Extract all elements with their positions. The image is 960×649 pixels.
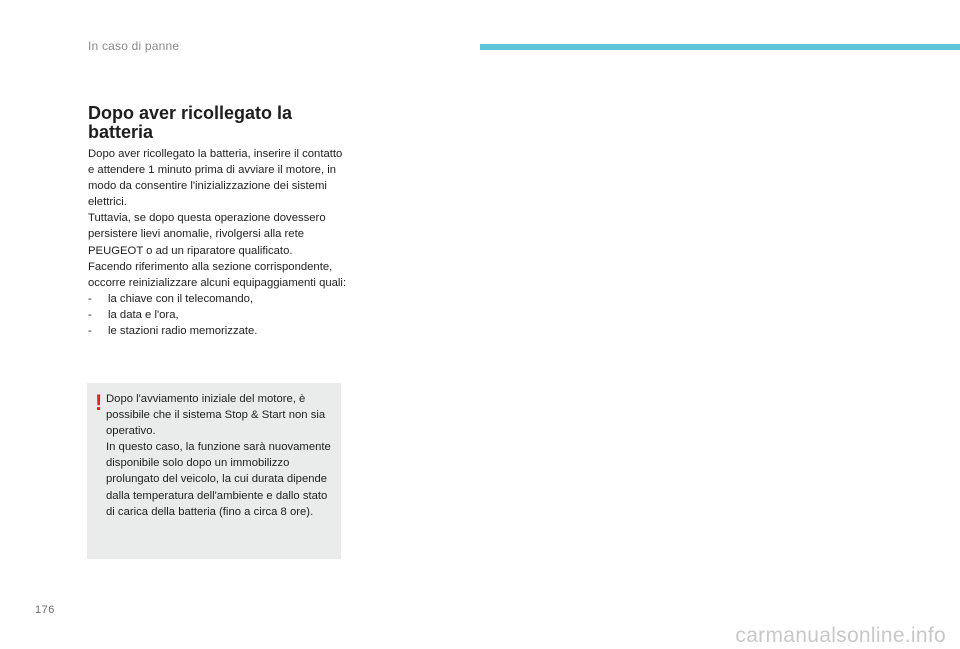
list-dash: - bbox=[88, 292, 92, 305]
list-item-text: la chiave con il telecomando, bbox=[108, 292, 254, 305]
paragraph: Tuttavia, se dopo questa operazione dovessero persistere lievi anomalie, rivolgersi alla rete PEUGEOT o ad un riparatore qualificato. bbox=[88, 212, 326, 257]
warning-paragraph: In questo caso, la funzione sarà nuovamente disponibile solo dopo un immobilizzo prolungato del veicolo, la cui durata dipende dalla temperatura dell'ambiente e dallo stato di carica della batteria (fino a circa 8 ore). bbox=[106, 441, 331, 518]
paragraph: Facendo riferimento alla sezione corrispondente, occorre reinizializzare alcuni equipaggiamenti quali: bbox=[88, 260, 347, 289]
header-accent-bar bbox=[480, 44, 960, 50]
exclamation-icon: ! bbox=[95, 390, 103, 415]
page-title bbox=[88, 104, 348, 142]
list-item-text: le stazioni radio memorizzate. bbox=[108, 325, 258, 338]
list-item bbox=[88, 323, 350, 339]
list-dash: - bbox=[88, 308, 92, 321]
page-title-line-2: batteria bbox=[88, 122, 154, 142]
body-text bbox=[88, 146, 350, 339]
watermark bbox=[540, 624, 952, 648]
section-header-title: In caso di panne bbox=[88, 39, 180, 53]
warning-text bbox=[106, 391, 332, 520]
watermark-text: carmanualsonline.info bbox=[735, 624, 946, 647]
warning-paragraph: Dopo l'avviamento iniziale del motore, è possibile che il sistema Stop & Start non sia operativo. bbox=[106, 393, 326, 438]
list-dash: - bbox=[88, 325, 92, 338]
paragraph: Dopo aver ricollegato la batteria, inserire il contatto e attendere 1 minuto prima di avviare il motore, in modo da consentire l'inizializzazione dei sistemi elettrici. bbox=[88, 148, 343, 209]
page-number: 176 bbox=[35, 604, 55, 616]
list-item bbox=[88, 291, 350, 307]
list-item bbox=[88, 307, 350, 323]
page-title-line-1: Dopo aver ricollegato la bbox=[88, 103, 293, 123]
list-item-text: la data e l'ora, bbox=[108, 308, 179, 321]
